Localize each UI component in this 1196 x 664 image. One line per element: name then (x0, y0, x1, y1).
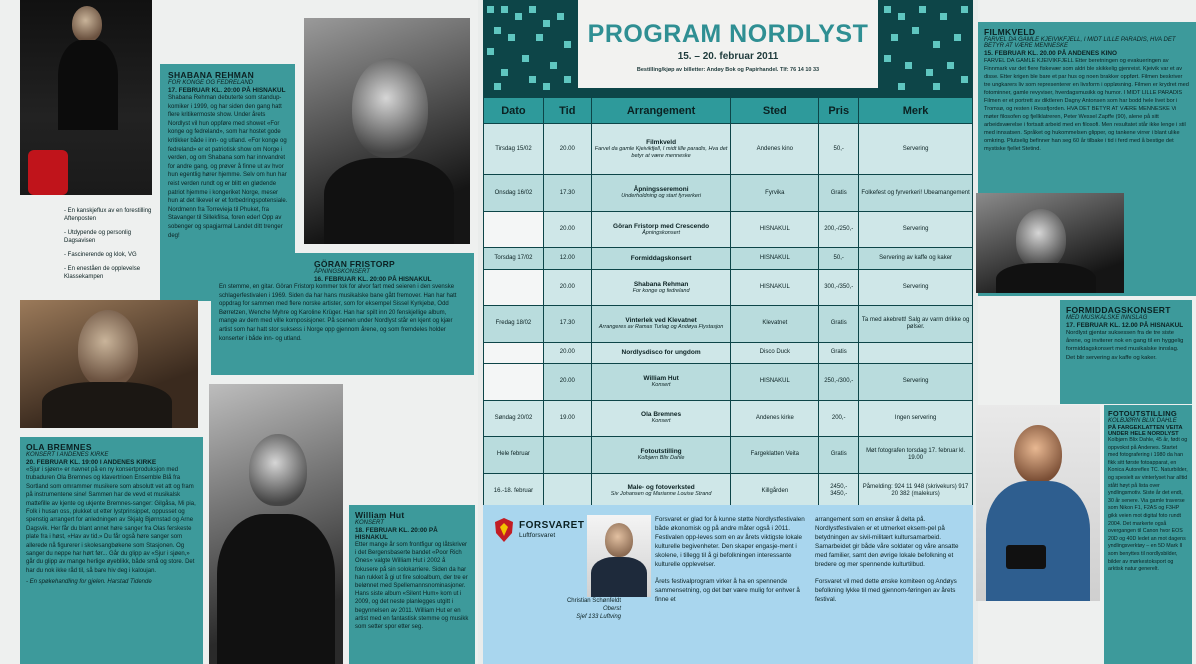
article-title: OLA BREMNES (26, 442, 92, 452)
table-row (484, 437, 973, 473)
date-cell: Hele februar (484, 437, 544, 473)
event-cell (591, 269, 731, 305)
ola-photo (20, 300, 198, 428)
event-subtitle: Arrangeres av Ramas Turlag og Andøya Flystasjon (598, 323, 724, 330)
time-cell: 20.00 (543, 364, 591, 400)
event-subtitle: Konsert (651, 381, 671, 388)
price-cell: 250,-/300,- (819, 364, 859, 400)
col-header-date: Dato (484, 98, 544, 124)
event-title: Shabana Rehman (633, 280, 689, 288)
william-photo (209, 384, 343, 664)
forsvaret-col2 (815, 515, 965, 604)
date-cell: Tirsdag 15/02 (484, 124, 544, 175)
date-cell (484, 364, 544, 400)
time-cell: 20.00 (543, 124, 591, 175)
note-cell: Servering (859, 211, 973, 247)
foto-photo (976, 405, 1100, 601)
article-body: En stemme, en gitar. Göran Fristorp kommer tok for alvor fart med seieren i den svenske schlagerfestivalen i 1969. Siden da har hans musikalske bane gått fremover. Han har hatt oppdrag for sammen med flere norske artister, som for eksempel Sissel Kyrkjebø, Odd Børretzen, Wenche Myhre og Karoline Krüger. Han har spilt inn 20 fenskjellige album, mange av dem med ville komposisjoner. På scenen under Nordlyst står en kjent og kjær artist som har hatt stor suksess i Norge opp gjennom årene, og som fremdeles holder konserter i både inn- og utland. (219, 284, 457, 342)
event-subtitle: Kolbjørn Blix Dahle (637, 454, 685, 461)
shabana-photo (20, 0, 152, 195)
program-page (483, 0, 973, 664)
article-body: Shabana Rehman debuterte som standup-komiker i 1999, og har siden den gang hatt flere kritikermoste show. Under årets Nordlyst vil hun oppføre med showet «For konge og fedreland», som har hostet gode kritikker både i inn- og utland. «For konge og fedreland» er et patriotisk show om Norge i verden, og om Shabana som har innvandret for andre gang, og prøver å finne ut av hvor hun egentlig hører hjemme. Selv om hun har reist verden rundt og er blitt en glødende patriot hjemme i kongeriket Norge, meser hun at det likevel er et forbedringspotensiale. Nordmenn fra Torrevieja til Phuket, fra Stavanger til Sillekfilsa, foren eder! Opp av sobenger og spagjarmal Landet ditt trenger deg! (168, 95, 288, 239)
forsvaret-col1 (655, 515, 805, 604)
article-date: 17. FEBRUAR KL. 20:00 PÅ HISNAKUL (168, 87, 286, 94)
time-cell: 19.00 (543, 400, 591, 436)
article-date: 20. FEBRUAR KL. 19:00 I ANDENES KIRKE (26, 459, 157, 466)
article-body: Etter mange år som frontfigur og låtskriver i det Bergensbaserte bandet «Poor Rich Ones» valgte William Hut i 2002 å fokusere på sin solokarriere. Siden da har han rukket å gi ut fire soloalbum, der tre er belønnet med Spellemannsnominasjoner. Hans siste album «Silent Hum» kom ut i 2009, og det neste planlegges utgitt i begynnelsen av 2011. William Hut er en artist med en fantastisk stemme og musikk som setter spor etter seg. (355, 542, 469, 631)
note-cell: Servering (859, 269, 973, 305)
event-title: Formiddagskonsert (630, 255, 692, 263)
time-cell: 20.00 (543, 211, 591, 247)
event-cell (591, 124, 731, 175)
review-quote: - En eneståen de opplevelse Klassekampen (64, 266, 141, 280)
place-cell: Killgården (731, 473, 819, 510)
place-cell: Fargeklatten Veita (731, 437, 819, 473)
place-cell: Andenes kirke (731, 400, 819, 436)
goran-photo (304, 18, 470, 244)
event-title: William Hut (643, 374, 679, 382)
article-subtitle: KONSERT I ANDENES KIRKE (26, 452, 109, 458)
commander-name: Christian Schønfeldt (566, 598, 621, 604)
time-cell: 20.00 (543, 269, 591, 305)
col-header-event: Arrangement (591, 98, 731, 124)
note-cell: Folkefest og fyrverkeri! Ubeamangement (859, 175, 973, 211)
col-header-price: Pris (819, 98, 859, 124)
review-quote: - Utdypende og personlig Dagsavisen (64, 230, 132, 244)
price-cell: 200,-/250,- (819, 211, 859, 247)
article-quote: - En spøkehandling for gjelen. Harstad Tidende (26, 579, 152, 586)
ticket-info: Bestilling/kjøp av billetter: Andøy Bok og Papirhandel. Tlf: 76 14 10 33 (636, 67, 820, 73)
note-cell: Servering (859, 364, 973, 400)
article-date: 18. FEBRUAR KL. 20:00 PÅ HISNAKUL (355, 527, 438, 541)
commander-rank: Oberst (602, 606, 621, 612)
review-quote: - Fascinerende og klok, VG (64, 252, 137, 258)
crest-icon (493, 517, 515, 543)
logo-sub: Luftforsvaret (519, 532, 556, 539)
article-date: 16. FEBRUAR KL. 20:00 PÅ HISNAKUL (314, 276, 432, 283)
place-cell: HISNAKUL (731, 269, 819, 305)
logo-name: FORSVARET (519, 520, 585, 531)
price-cell: 50,- (819, 124, 859, 175)
filmkveld-photo (976, 193, 1124, 293)
time-cell: 17.30 (543, 175, 591, 211)
forsvaret-logo (493, 517, 583, 547)
article-date: 17. FEBRUAR KL. 12.00 PÅ HISNAKUL (1066, 322, 1184, 329)
note-cell: Møt fotografen torsdag 17. februar kl. 19.00 (859, 437, 973, 473)
article-body: FARVEL DA GAMLE KJEIVIKFJELL Etter beretningen og evakueringen av Finnmark var det flere fiskevær som aldri ble skikkelig gjenreist. Kjeivik var et av disse. Etter krigen ble bare et par hus og noen brakker oppført. Filmen beskriver tre ungkarers liv som representerer en livsform i oppløsning. Filmen er krydret med fotominner, gamle revyviser, hverdagsmusikk og humor. I MIDT LILLE PARADIS Filmen er et portrett av diktleren Dagny Antonsen som har bodd hele livet bor i Tromsø, og resten i Ressfjorden. HVA DET BETYR AT VÆRE MENNESKE Vi møter filosofen og fjellklatreren, Peter Wessel Zapffe (90), alene på sitt arbeidsværelse i fortsatt arbeid med en filosofi. Men resultatet står ikke lenge i stil med innsatsen. Språket og hukommelsen glipper, og tankene virrer i blant ulike omkring. Plutselig befinner han seg 60 år tilbake i tid i ferd med å bestige det mystiske fjellet Stetind. (984, 58, 1189, 152)
forsvaret-para: Forsvaret er glad for å kunne støtte Nordlystfestivalen både økonomisk og på andre måter også i 2011. Festivalen opp-leves som en av årets viktigste lokale kulturelle begivenheter. Den skaper engasje-ment i skolene, i tillegg til å gi befolkningen interessante kulturelle opplevelser. (655, 516, 805, 568)
event-cell (591, 306, 731, 342)
table-row (484, 248, 973, 269)
article-body: Nordlyst gjentar suksessen fra de tre siste årene, og inviterer nok en gang til en hyggelig formiddagskonsert med musikalske innslag. Det blir servering av kaffe og kaker. (1066, 330, 1184, 361)
event-subtitle: For konge og fedreland (632, 287, 690, 294)
event-cell (591, 175, 731, 211)
event-cell (591, 400, 731, 436)
table-row (484, 124, 973, 175)
date-cell: 16.-18. februar (484, 473, 544, 510)
program-title: PROGRAM NORDLYST (587, 20, 869, 48)
review-quote: - En kanskjeflux av en forestilling Aftenposten (64, 208, 152, 222)
article-date: 15. FEBRUAR KL. 20.00 PÅ ANDENES KINO (984, 50, 1117, 57)
price-cell: 300,-/350,- (819, 269, 859, 305)
article-title: GÖRAN FRISTORP (314, 259, 396, 269)
pixel-pattern-right (878, 0, 973, 92)
article-body: Kolbjørn Blix Dahle, 45 år, født og oppvokst på Andenes. Startet med fotografering i 1980 da han fikk sitt første fotoapparat, en Konica Autoreflex TC. Naturbilder, og spesielt av vinterlyset har alltid stått høyt på lista over yndlingsmotiv. Siste år det endt, 30 år senere. Via gamle traverse som Nikon F1, F2AS og F3HP gikk veien mot digital foto rundt 2004. Det markerte også overgangen til Canon hvor EOS 20D og 40D ledet an mot dagens yndlingsverktøy – en 5D Mark II som benyttes til nordlysbilder, bilder av mørkestoksport og arktisk natur generelt. (1108, 437, 1188, 573)
article-title: FOTOUTSTILLING (1108, 409, 1178, 418)
article-date: PÅ FARGEKLATTEN VEITA UNDER HELE NORDLYST (1108, 425, 1183, 437)
place-cell: HISNAKUL (731, 364, 819, 400)
event-subtitle: Siv Johansen og Marianne Louise Strand (610, 491, 712, 498)
program-header (578, 0, 878, 88)
price-cell: 200,- (819, 400, 859, 436)
price-cell: 2450,- 3450,- (819, 473, 859, 510)
note-cell: Påmelding: 924 11 948 (skrivekurs) 917 20 382 (malekurs) (859, 473, 973, 510)
table-row (484, 175, 973, 211)
goran-article (211, 253, 474, 375)
price-cell: Gratis (819, 437, 859, 473)
event-title: Ola Bremnes (641, 411, 682, 419)
event-title: Nordlysdisco for ungdom (621, 349, 701, 357)
col-header-time: Tid (543, 98, 591, 124)
place-cell: Fyrvika (731, 175, 819, 211)
date-cell (484, 211, 544, 247)
table-row (484, 400, 973, 436)
article-subtitle: KONSERT (355, 520, 384, 526)
event-cell (591, 248, 731, 269)
price-cell: Gratis (819, 342, 859, 363)
note-cell: Ingen servering (859, 400, 973, 436)
event-subtitle: Farvel da gamle Kjeivikfjell, I midt lille paradis, Hva det betyr at være menneske (594, 145, 728, 159)
event-title: Göran Fristorp med Crescendo (613, 222, 710, 230)
event-title: Filmkveld (646, 138, 677, 146)
col-header-note: Merk (859, 98, 973, 124)
article-subtitle: MED MUSIKALSKE INNSLAG (1066, 315, 1148, 321)
table-header-row (484, 98, 973, 124)
commander-role: Sjef 133 Luftving (576, 614, 621, 620)
event-cell (591, 364, 731, 400)
time-cell (543, 437, 591, 473)
date-cell: Torsdag 17/02 (484, 248, 544, 269)
place-cell: HISNAKUL (731, 211, 819, 247)
table-row (484, 342, 973, 363)
table-row (484, 269, 973, 305)
article-subtitle: FOR KONGE OG FEDRELAND (168, 80, 254, 86)
date-cell (484, 269, 544, 305)
time-cell: 12.00 (543, 248, 591, 269)
time-cell: 17.30 (543, 306, 591, 342)
place-cell: Klevatnet (731, 306, 819, 342)
date-cell: Onsdag 16/02 (484, 175, 544, 211)
price-cell: Gratis (819, 306, 859, 342)
event-title: Fotoutstilling (640, 447, 682, 455)
program-dates: 15. – 20. februar 2011 (677, 51, 779, 62)
article-title: SHABANA REHMAN (168, 70, 255, 80)
note-cell: Servering (859, 124, 973, 175)
place-cell: HISNAKUL (731, 248, 819, 269)
commander-caption (513, 597, 621, 621)
event-title: Åpningsseremoni (633, 186, 689, 194)
review-quotes (64, 207, 158, 287)
date-cell: Søndag 20/02 (484, 400, 544, 436)
forsvaret-para: Årets festivalprogram virker å ha en spennende sammensetning, og det bør være mulig for enhver å finne et (655, 578, 800, 603)
forsvaret-para: Forsvaret vil med dette ønske komiteen og Andøys befolkning lykke til med gjennom-føringen av årets festival. (815, 578, 957, 603)
article-title: FILMKVELD (984, 27, 1036, 37)
date-cell (484, 342, 544, 363)
article-body: «Sjur i sjøen» er navnet på en ny konsertproduksjon med trubaduren Ola Bremnes og klavertrioen Ensemble Blå fra Sortland som omrammer musikere som absolutt vet att og fram på instrumentene sine! Sammen har de vevd et musikalsk mattefille av kjente og ukjente Bremnes-sanger: Gilgåsa, Mi pia, Folk i husan oss, plukket ut etter lystprinsippet, oppusset og spenstig arrangert for anledningen av Skjalg Bjørnstad og Arne Dagsvik. Her får du blant annet høre sanger fra Olas ferskeste plate fra i høst, «Hav av tid.» Du får også høre sanger som allerede nå figurerer i skolesangbøkene som Stasjonen. Og sanger du neppe har hørt før... Går du glipp av «Sjur i sjøen,» går du glipp av mange herlige øyeblikk, både små og store. Det har du nok ikke råd til, så bare hiv deg i kaloujan. (26, 467, 196, 574)
event-cell (591, 211, 731, 247)
table-row (484, 364, 973, 400)
note-cell: Ta med akebrett! Salg av varm drikke og pølser. (859, 306, 973, 342)
formiddag-article (1060, 300, 1192, 404)
article-subtitle: KOLBJØRN BLIX DAHLE (1108, 418, 1177, 424)
article-title: FORMIDDAGSKONSERT (1066, 305, 1171, 315)
event-cell (591, 437, 731, 473)
event-title: Male- og fotoverksted (627, 484, 695, 492)
table-row (484, 211, 973, 247)
william-article (349, 505, 475, 664)
place-cell: Andenes kino (731, 124, 819, 175)
foto-article (1104, 405, 1192, 664)
event-subtitle: Underholdning og start fyrverkeri (621, 193, 701, 200)
left-page (0, 0, 478, 664)
event-subtitle: Åpningskonsert (642, 229, 681, 236)
date-cell: Fredag 18/02 (484, 306, 544, 342)
note-cell (859, 342, 973, 363)
forsvaret-section (483, 505, 973, 664)
table-row (484, 306, 973, 342)
place-cell: Disco Duck (731, 342, 819, 363)
article-subtitle: ÅPNINGSKONSERT (314, 269, 370, 275)
article-title: William Hut (355, 510, 405, 520)
pixel-pattern-left (483, 0, 578, 92)
col-header-place: Sted (731, 98, 819, 124)
article-subtitle: FARVEL DA GAMLE KJEIVIKFJELL, I MIDT LILLE PARADIS, HVA DET BETYR AT VÆRE MENNESKE (984, 37, 1176, 49)
event-cell (591, 342, 731, 363)
price-cell: Gratis (819, 175, 859, 211)
event-subtitle: Konsert (651, 418, 671, 425)
program-table (483, 97, 973, 510)
forsvaret-para: arrangement som en ønsker å delta på. Nordlystfestivalen er et utmerket eksem-pel på betydningen av sivil-militært kultursamarbeid. Samarbeidet gir både våre soldater og våre ansatte med familier, samt den øvrige lokale befolkning et bredere og mer spennende kulturtilbud. (815, 516, 959, 568)
ola-article (20, 437, 203, 664)
commander-photo (587, 515, 651, 597)
time-cell: 20.00 (543, 342, 591, 363)
right-page (978, 0, 1196, 664)
event-title: Vinterlek ved Klevatnet (625, 316, 697, 324)
note-cell: Servering av kaffe og kaker (859, 248, 973, 269)
price-cell: 50,- (819, 248, 859, 269)
